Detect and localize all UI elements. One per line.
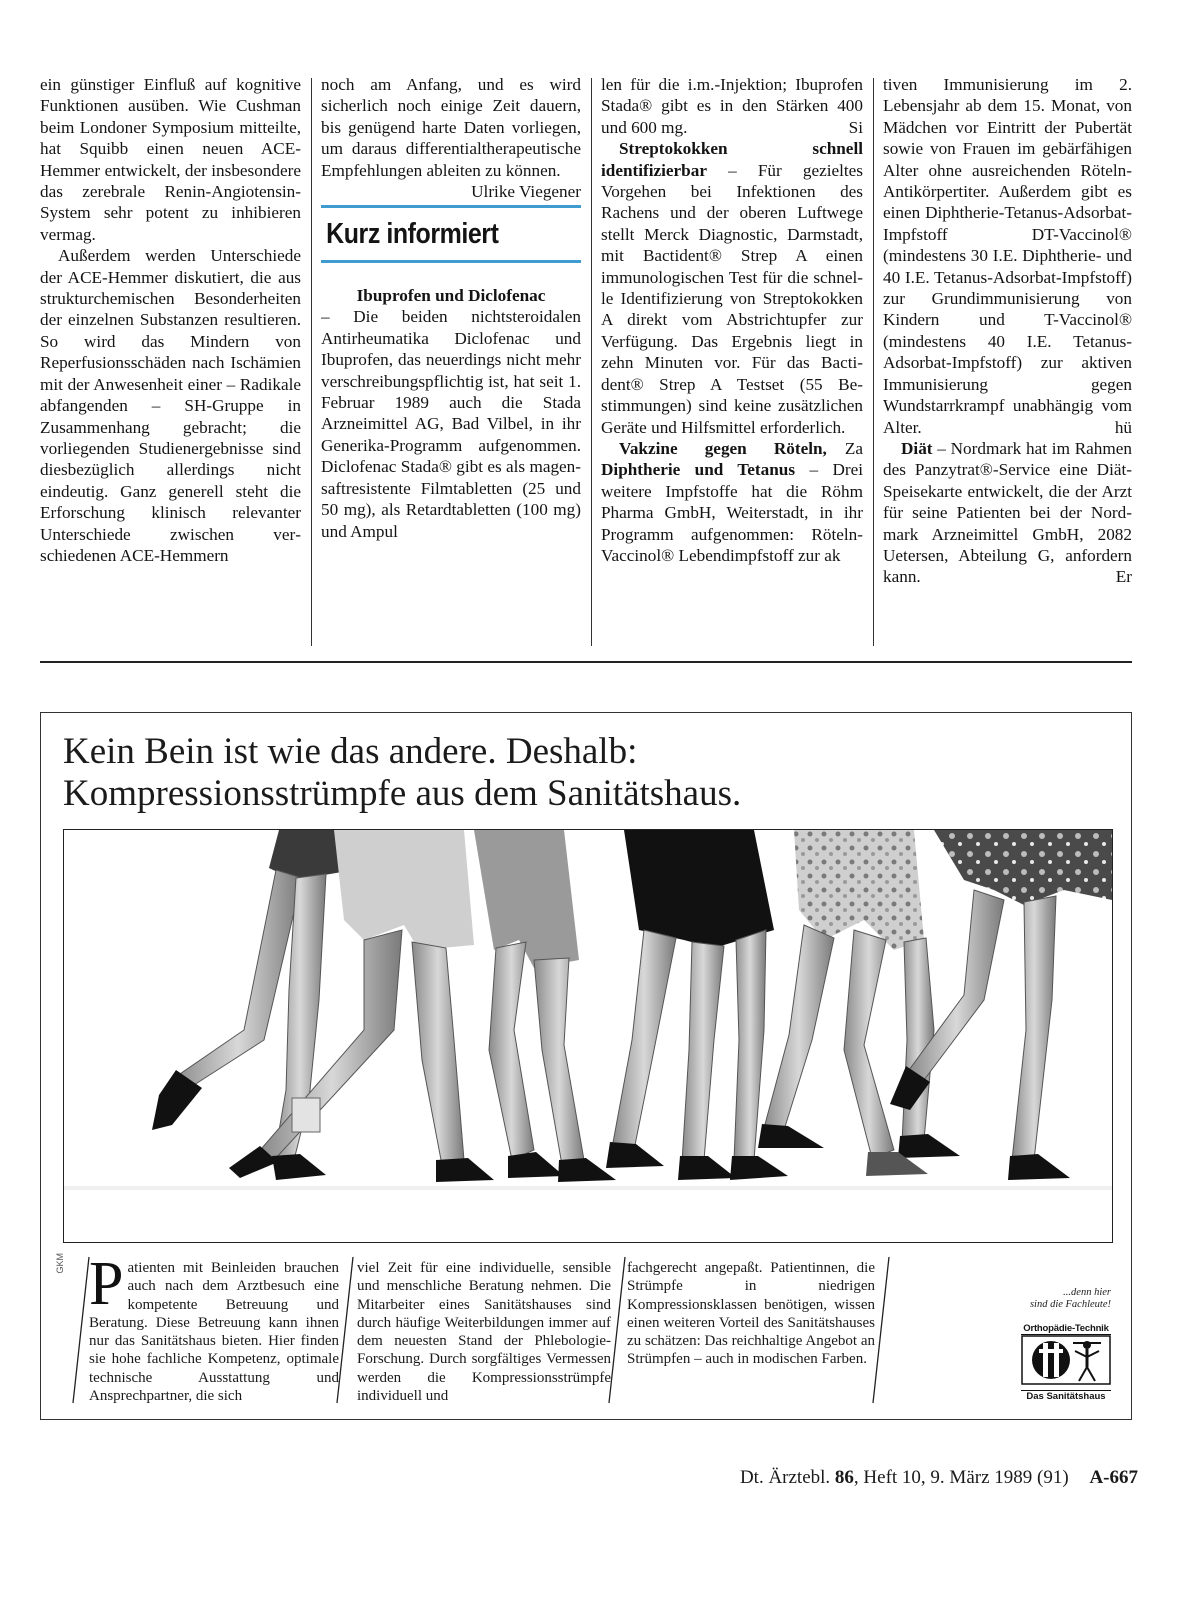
horizontal-rule [40,661,1132,663]
author-signature: Si [848,117,863,137]
page-number: A-667 [1089,1467,1138,1488]
ad-paragraph: Patienten mit Beinleiden brauchen auch nach dem Arztbesuch eine kompetente Betreuung und Beratung. Diese Betreuung kann ihnen nur das Sanitätshaus bieten. Hier finden sie hohe fachliche Kompetenz, optimale technische Ausstattung und Ansprechpartner, die sich [89,1250,339,1405]
section-title: Kurz informiert [326,218,499,251]
paragraph: len für die i.m.-Injektion; Ibuprofen Stada® gibt es in den Stärken 400 und 600 mg. Si [601,75,863,137]
ad-column-3 [627,1259,875,1369]
floor-shadow [64,1186,1112,1190]
volume-number: 86 [834,1467,854,1488]
sanitaetshaus-logo [987,1287,1111,1411]
paragraph: – Die beiden nichtsteroidalen Antirheumatika Diclofenac und Ibuprofen, das neuerdings nicht mehr verschreibungspflichtig ist, hat seit 1. Februar 1989 auch die Stada Arzneimittel AG, Bad Vilbel, in ihr Generika-Programm aufgenommen. Diclofenac Stada® gibt es als magensaftresistente Filmtabletten (25 und 50 mg), als Retardtabletten (100 mg) und Ampul [321,307,581,541]
column-divider [311,78,312,646]
author-signature: Za [844,438,863,458]
ad-body [41,1250,1133,1405]
sock-shape [292,1098,320,1132]
ad-paragraph: viel Zeit für eine individuelle, sensible und menschliche Beratung nehmen. Die Mitarbeiter eines Sanitätshauses sind durch häufige Weiterbildungen immer auf dem neuesten Stand der Phlebologie-Forschung. Durch sorgfältiges Vermessen werden die Kompressionsstrümpfe individuell und [357,1260,611,1405]
author-signature: Ulrike Viegener [471,182,581,202]
photo-credit: GKM [55,1253,65,1274]
ad-headline [63,731,1113,815]
ad-column-1 [89,1250,339,1405]
ad-headline-line: Kein Bein ist wie das andere. Deshalb: [63,731,638,772]
section-rule [321,260,581,263]
author-signature: Er [1115,567,1132,587]
section-header [321,205,581,263]
item-heading: Streptokokken schnell identifizierbar [601,139,863,180]
legs-illustration [64,830,1112,1242]
paragraph: Vakzine gegen Röteln, Diphtherie und Tetanus – Drei weitere Impfstoffe hat die Röhm Pharma GmbH, Weiterstadt, in ihr Programm aufgenommen: Röteln-Vaccinol® Lebendimpfstoff zur ak [601,438,863,565]
ad-column-2 [357,1259,611,1405]
item-heading: Vakzine gegen Röteln, Diphtherie und Tetanus [601,438,827,480]
ad-paragraph: fachgerecht angepaßt. Patientinnen, die Strümpfe in niedrigen Kompressionsklassen benötigen, wissen einen weiteren Vorteil des Sanitätshauses zu schätzen: Das reichhaltige Angebot an Strümpfen – auch in modischen Farben. [627,1260,875,1368]
paragraph: noch am Anfang, und es wird sicherlich noch einige Zeit dauern, bis genügend harte Daten vorliegen, um daraus differentialtherapeutische Empfehlungen ableiten zu können. Ulrike Viegener [321,75,581,202]
dropcap-letter: P [89,1250,124,1318]
article-columns [40,74,1132,654]
paragraph: Außerdem werden Unterschiede der ACE-Hemmer diskutiert, die aus strukturchemischen Besonderheiten der einzelnen Substanzen resultieren. So wird das Mindern von Reperfusionsschäden nach Ischämien mit der Anwesenheit einer – Radikale abfangenden – SH-Gruppe in Zusammenhang gebracht; die vorliegenden Studienergebnisse sind diesbezüglich allerdings nicht eindeutig. Ganz generell steht die Erforschung klinisch relevanter Unterschiede zwischen verschiedenen ACE-Hemmern [40,246,301,565]
advertisement [40,712,1132,1420]
paragraph: ein günstiger Einfluß auf kognitive Funktionen ausüben. Wie Cushman beim Londoner Symposium mitteilte, hat Squibb einen neuen ACE-Hemmer entwickelt, der insbesondere das zerebrale Renin-Angiotensin-System sehr potent zu inhibieren vermag. [40,75,301,244]
logo-top-text: Orthopädie-Technik [1021,1323,1111,1335]
paragraph: Streptokokken schnell identifizierbar – Für gezieltes Vorgehen bei Infektionen des Rachens und der oberen Luftwege stellt Merck Diagnostic, Darmstadt, mit Bactident® Strep A einen immunologischen Test für die schnelle Identifizierung von Streptokokken A direkt vom Abstrichtupfer zur Verfügung. Das Ergebnis liegt in zehn Minuten vor. Für das Bactident® Strep A Testset (55 Bestimmungen) sind keine zusätzlichen Geräte und Hilfsmittel erforderlich. Za [601,139,863,458]
column-3 [601,74,863,654]
logo-tagline: ...denn hier [1063,1287,1111,1298]
author-signature: hü [1114,417,1132,437]
page-footer [740,1467,1138,1489]
logo-bottom-text: Das Sanitätshaus [1021,1390,1111,1402]
paragraph: Diät – Nordmark hat im Rahmen des Panzytrat®-Service eine Diät-Speisekarte entwickelt, die der Arzt für seine Patienten bei der Nordmark Arzneimittel GmbH, 2082 Uetersen, Abteilung G, anfordern kann. Er [883,438,1132,587]
column-divider [591,78,592,646]
logo-emblem-icon [1021,1335,1111,1385]
item-heading: Ibuprofen und Diclofenac [356,286,546,306]
column-2 [321,74,581,654]
issue-info: , Heft 10, 9. März 1989 (91) [853,1467,1069,1488]
column-divider [873,78,874,646]
paragraph: tiven Immunisierung im 2. Lebensjahr ab dem 15. Monat, von Mädchen vor Eintritt der Pubertät sowie von Frauen im gebärfähigen Alter ohne ausreichenden Röteln-Antikörpertiter. Außerdem gibt es einen Diphtherie-Tetanus-Adsorbat-Impfstoff DT-Vaccinol® (mindestens 30 I.E. Diphtherie- und 40 I.E. Tetanus-Adsorbat-Impfstoff) zur Grundimmunisierung von Kindern und T-Vaccinol® (mindestens 40 I.E. Tetanus-Adsorbat-Impfstoff) zur aktiven Immunisierung gegen Wundstarrkrampf unabhängig vom Alter. hü [883,75,1132,437]
legs-photo [63,829,1113,1243]
logo-box [1021,1323,1111,1402]
column-4 [883,74,1132,654]
column-1 [40,74,301,654]
logo-tagline: sind die Fachleute! [1029,1299,1111,1310]
item-heading: Diät [901,438,933,458]
journal-name: Dt. Ärztebl. [739,1467,831,1488]
slash-divider [71,1255,91,1405]
ad-headline-line: Kompressionsstrümpfe aus dem Sanitätshaus. [63,773,742,814]
